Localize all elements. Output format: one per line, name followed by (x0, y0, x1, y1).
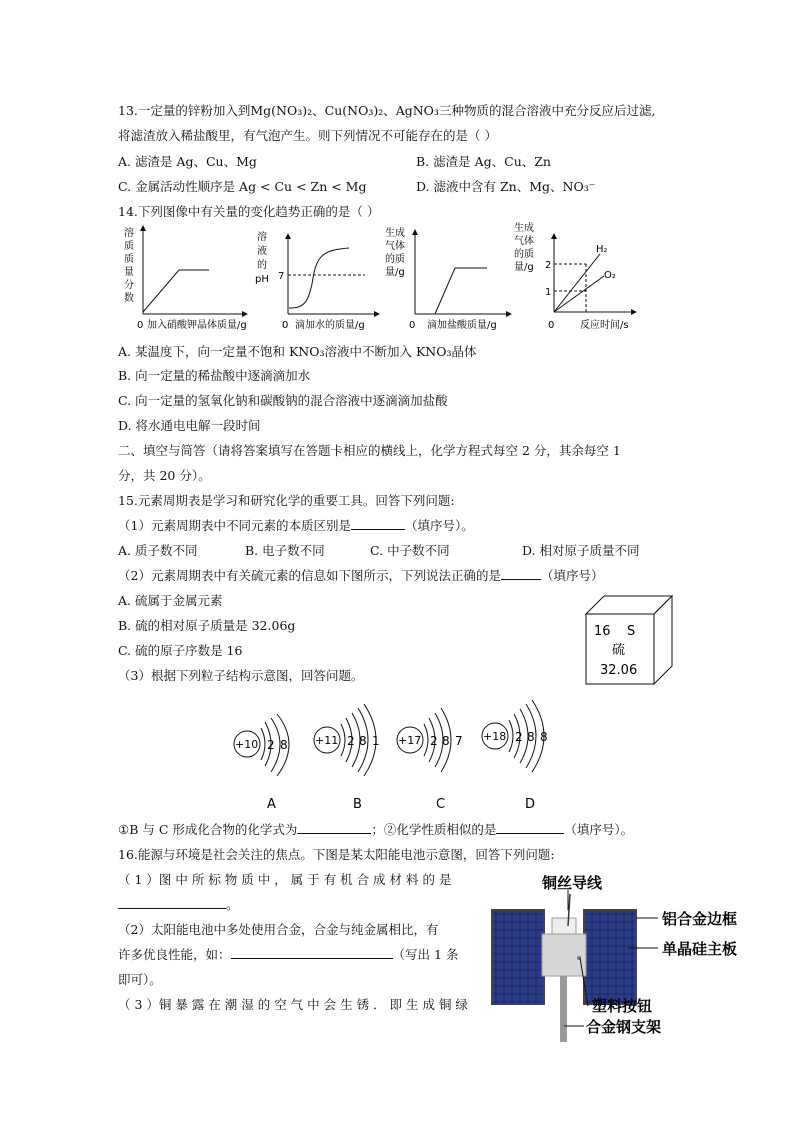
atom-d-letter: D (525, 797, 536, 812)
q15-part2-text: （2）元素周期表中有关硫元素的信息如下图所示，下列说法正确的是 (118, 568, 501, 583)
sulfur-symbol: S (627, 624, 636, 639)
section-2-heading-line1: 二、填空与简答（请将答案填写在答题卡相应的横线上，化学方程式每空 2 分，其余每空 1 (118, 443, 621, 458)
atom-a-shell-2: 8 (280, 738, 288, 752)
q16-part2-text: 许多优良性能，如： (118, 947, 231, 962)
q16-part3: （ 3 ）铜 暴 露 在 潮 湿 的 空 气 中 会 生 锈 ． 即 生 成 铜 绿 (118, 997, 468, 1012)
q15-part3-questions (118, 820, 633, 838)
q15-part3-blank-2[interactable] (496, 821, 564, 834)
q16-part1: （ 1 ）图 中 所 标 物 质 中 ， 属 于 有 机 合 成 材 料 的 是 (118, 872, 452, 887)
atom-c-letter: C (436, 797, 446, 812)
q16-stem: 16.能源与环境是社会关注的焦点。下图是某太阳能电池示意图，回答下列问题: (118, 847, 555, 862)
g4-o2-label: O₂ (604, 270, 616, 281)
q14-stem: 14.下列图像中有关量的变化趋势正确的是（ ） (118, 204, 380, 219)
atom-c (397, 708, 463, 812)
q15-part2-end: （填序号） (540, 568, 604, 583)
g2-ylabel-2: 液 (257, 246, 267, 257)
g2-tick-7: 7 (278, 271, 285, 282)
graph-1 (124, 226, 247, 331)
q15-part2-b: B. 硫的相对原子质量是 32.06g (118, 618, 296, 633)
q13-option-c: C. 金属活动性顺序是 Ag < Cu < Zn < Mg (118, 179, 367, 194)
sulfur-mass: 32.06 (600, 663, 638, 678)
right-solar-panel (584, 910, 636, 1004)
atom-c-shell-2: 8 (442, 734, 450, 748)
label-silicon-panel: 单晶硅主板 (662, 940, 738, 958)
g2-ylabel-1: 溶 (257, 232, 267, 243)
atom-d-shell-3: 8 (540, 730, 548, 744)
q14-option-b: B. 向一定量的稀盐酸中逐滴滴加水 (118, 368, 311, 383)
g2-ylabel-3: 的 (257, 260, 267, 271)
q16-part2-line3: 即可）。 (118, 972, 162, 987)
q15-part3-blank-1[interactable] (297, 821, 371, 834)
atom-b (314, 704, 380, 812)
label-copper-wire: 铜丝导线 (542, 874, 603, 892)
atom-b-shell-2: 8 (359, 734, 367, 748)
solar-cell-figure (488, 866, 788, 1046)
atom-b-nucleus: +11 (315, 734, 339, 747)
sulfur-atomic-number: 16 (594, 624, 611, 639)
g2-origin: 0 (282, 320, 289, 331)
q14-graph-4 (512, 220, 642, 335)
g1-origin: 0 (137, 320, 144, 331)
q16-part2-hint: （写出 1 条 (392, 947, 459, 962)
q13-stem-line2: 将滤渣放入稀盐酸里，有气泡产生。则下列情况不可能存在的是（ ） (118, 128, 497, 143)
g4-xlabel: 反应时间/s (580, 320, 629, 331)
q15-part2-a: A. 硫属于金属元素 (118, 593, 223, 608)
q15-opt-b: B. 电子数不同 (245, 543, 325, 558)
q15-part1-blank[interactable] (351, 517, 405, 530)
g1-ylabel-1: 溶 (124, 228, 134, 239)
g4-ylabel-3: 的质 (514, 249, 534, 260)
atom-d-nucleus: +18 (483, 730, 507, 743)
g3-ylabel-2: 气体 (385, 241, 405, 252)
q14-graphs (115, 222, 525, 337)
q15-stem: 15.元素周期表是学习和研究化学的重要工具。回答下列问题: (118, 493, 455, 508)
g3-origin: 0 (409, 320, 416, 331)
q16-part1-blank[interactable] (118, 896, 226, 909)
atom-b-shell-3: 1 (372, 734, 380, 748)
atom-a-nucleus: +10 (235, 738, 259, 751)
g2-xlabel: 滴加水的质量/g (295, 320, 365, 331)
atom-a (234, 714, 289, 812)
q15-part2 (118, 566, 603, 584)
q13-option-b: B. 滤渣是 Ag、Cu、Zn (416, 154, 551, 169)
q15-part2-blank[interactable] (501, 567, 541, 580)
atom-d-shell-2: 8 (527, 730, 535, 744)
atom-b-letter: B (353, 797, 362, 812)
q15-part3: （3）根据下列粒子结构示意图，回答问题。 (118, 668, 364, 683)
g1-ylabel-4: 量 (124, 267, 134, 278)
atom-c-nucleus: +17 (398, 734, 422, 747)
graph-2 (255, 230, 379, 331)
q16-part2: （2）太阳能电池中多处使用合金，合金与纯金属相比，有 (118, 922, 439, 937)
g3-xlabel: 滴加盐酸质量/g (427, 320, 497, 331)
g1-xlabel: 加入硝酸钾晶体质量/g (147, 320, 247, 331)
q16-part2-blank[interactable] (231, 946, 393, 959)
atom-a-shell-1: 2 (267, 738, 275, 752)
q15-part2-c: C. 硫的原子序数是 16 (118, 643, 243, 658)
g4-origin: 0 (548, 320, 555, 331)
alloy-stand (560, 976, 567, 1042)
g4-tick-2: 2 (545, 260, 552, 271)
sulfur-element-box (582, 592, 674, 688)
g1-ylabel-2: 质 (124, 241, 134, 252)
section-2-heading-line2: 分，共 20 分）。 (118, 468, 211, 483)
g4-ylabel-1: 生成 (514, 223, 534, 234)
q16-part1-end: 。 (226, 897, 239, 912)
q15-opt-d: D. 相对原子质量不同 (522, 543, 640, 558)
control-box (542, 934, 586, 976)
graph-3 (385, 226, 511, 331)
q14-option-c: C. 向一定量的氢氧化钠和碳酸钠的混合溶液中逐滴滴加盐酸 (118, 393, 448, 408)
q13-option-d: D. 滤液中含有 Zn、Mg、NO₃⁻ (416, 179, 596, 194)
g1-ylabel-6: 数 (124, 293, 134, 304)
label-plastic-button: 塑料按钮 (592, 997, 653, 1015)
q15-part1-end: （填序号）。 (404, 518, 474, 533)
q15-opt-c: C. 中子数不同 (370, 543, 450, 558)
particle-diagrams (225, 690, 565, 815)
q14-option-d: D. 将水通电电解一段时间 (118, 418, 261, 433)
atom-c-shell-3: 7 (455, 734, 463, 748)
q13-option-a: A. 滤渣是 Ag、Cu、Mg (118, 154, 257, 169)
atom-c-shell-1: 2 (430, 734, 438, 748)
g3-ylabel-4: 量/g (385, 267, 405, 278)
g1-ylabel-5: 分 (124, 280, 134, 291)
q15-opt-a: A. 质子数不同 (118, 543, 198, 558)
q15-part1-text: （1）元素周期表中不同元素的本质区别是 (118, 518, 351, 533)
q16-part2-line2 (118, 945, 458, 963)
q15-part1 (118, 516, 474, 534)
label-aluminum-frame: 铝合金边框 (662, 910, 738, 928)
sulfur-name: 硫 (612, 643, 626, 658)
q15-part3-q2: ；②化学性质相似的是 (371, 822, 497, 837)
g3-ylabel-3: 的质 (385, 254, 405, 265)
g1-ylabel-3: 质 (124, 254, 134, 265)
left-solar-panel (492, 910, 544, 1004)
g4-ylabel-2: 气体 (514, 236, 534, 247)
atom-a-letter: A (267, 797, 276, 812)
atom-b-shell-1: 2 (347, 734, 355, 748)
g4-h2-label: H₂ (596, 244, 608, 255)
q14-option-a: A. 某温度下，向一定量不饱和 KNO₃溶液中不断加入 KNO₃晶体 (118, 344, 477, 359)
g4-ylabel-4: 量/g (514, 262, 534, 273)
label-alloy-stand: 合金钢支架 (586, 1018, 662, 1036)
q15-part3-end: （填序号）。 (564, 822, 634, 837)
g2-ylabel-4: pH (255, 274, 269, 285)
atom-d (482, 700, 548, 812)
atom-d-shell-1: 2 (515, 730, 523, 744)
g3-ylabel-1: 生成 (385, 228, 405, 239)
q13-stem-line1: 13.一定量的锌粉加入到Mg(NO₃)₂、Cu(NO₃)₂、AgNO₃三种物质的混合溶液中充分反应后过滤, (118, 103, 656, 118)
q16-part1-line2 (118, 895, 239, 913)
g4-tick-1: 1 (545, 287, 552, 298)
q15-part3-q1: ①B 与 C 形成化合物的化学式为 (118, 822, 298, 837)
